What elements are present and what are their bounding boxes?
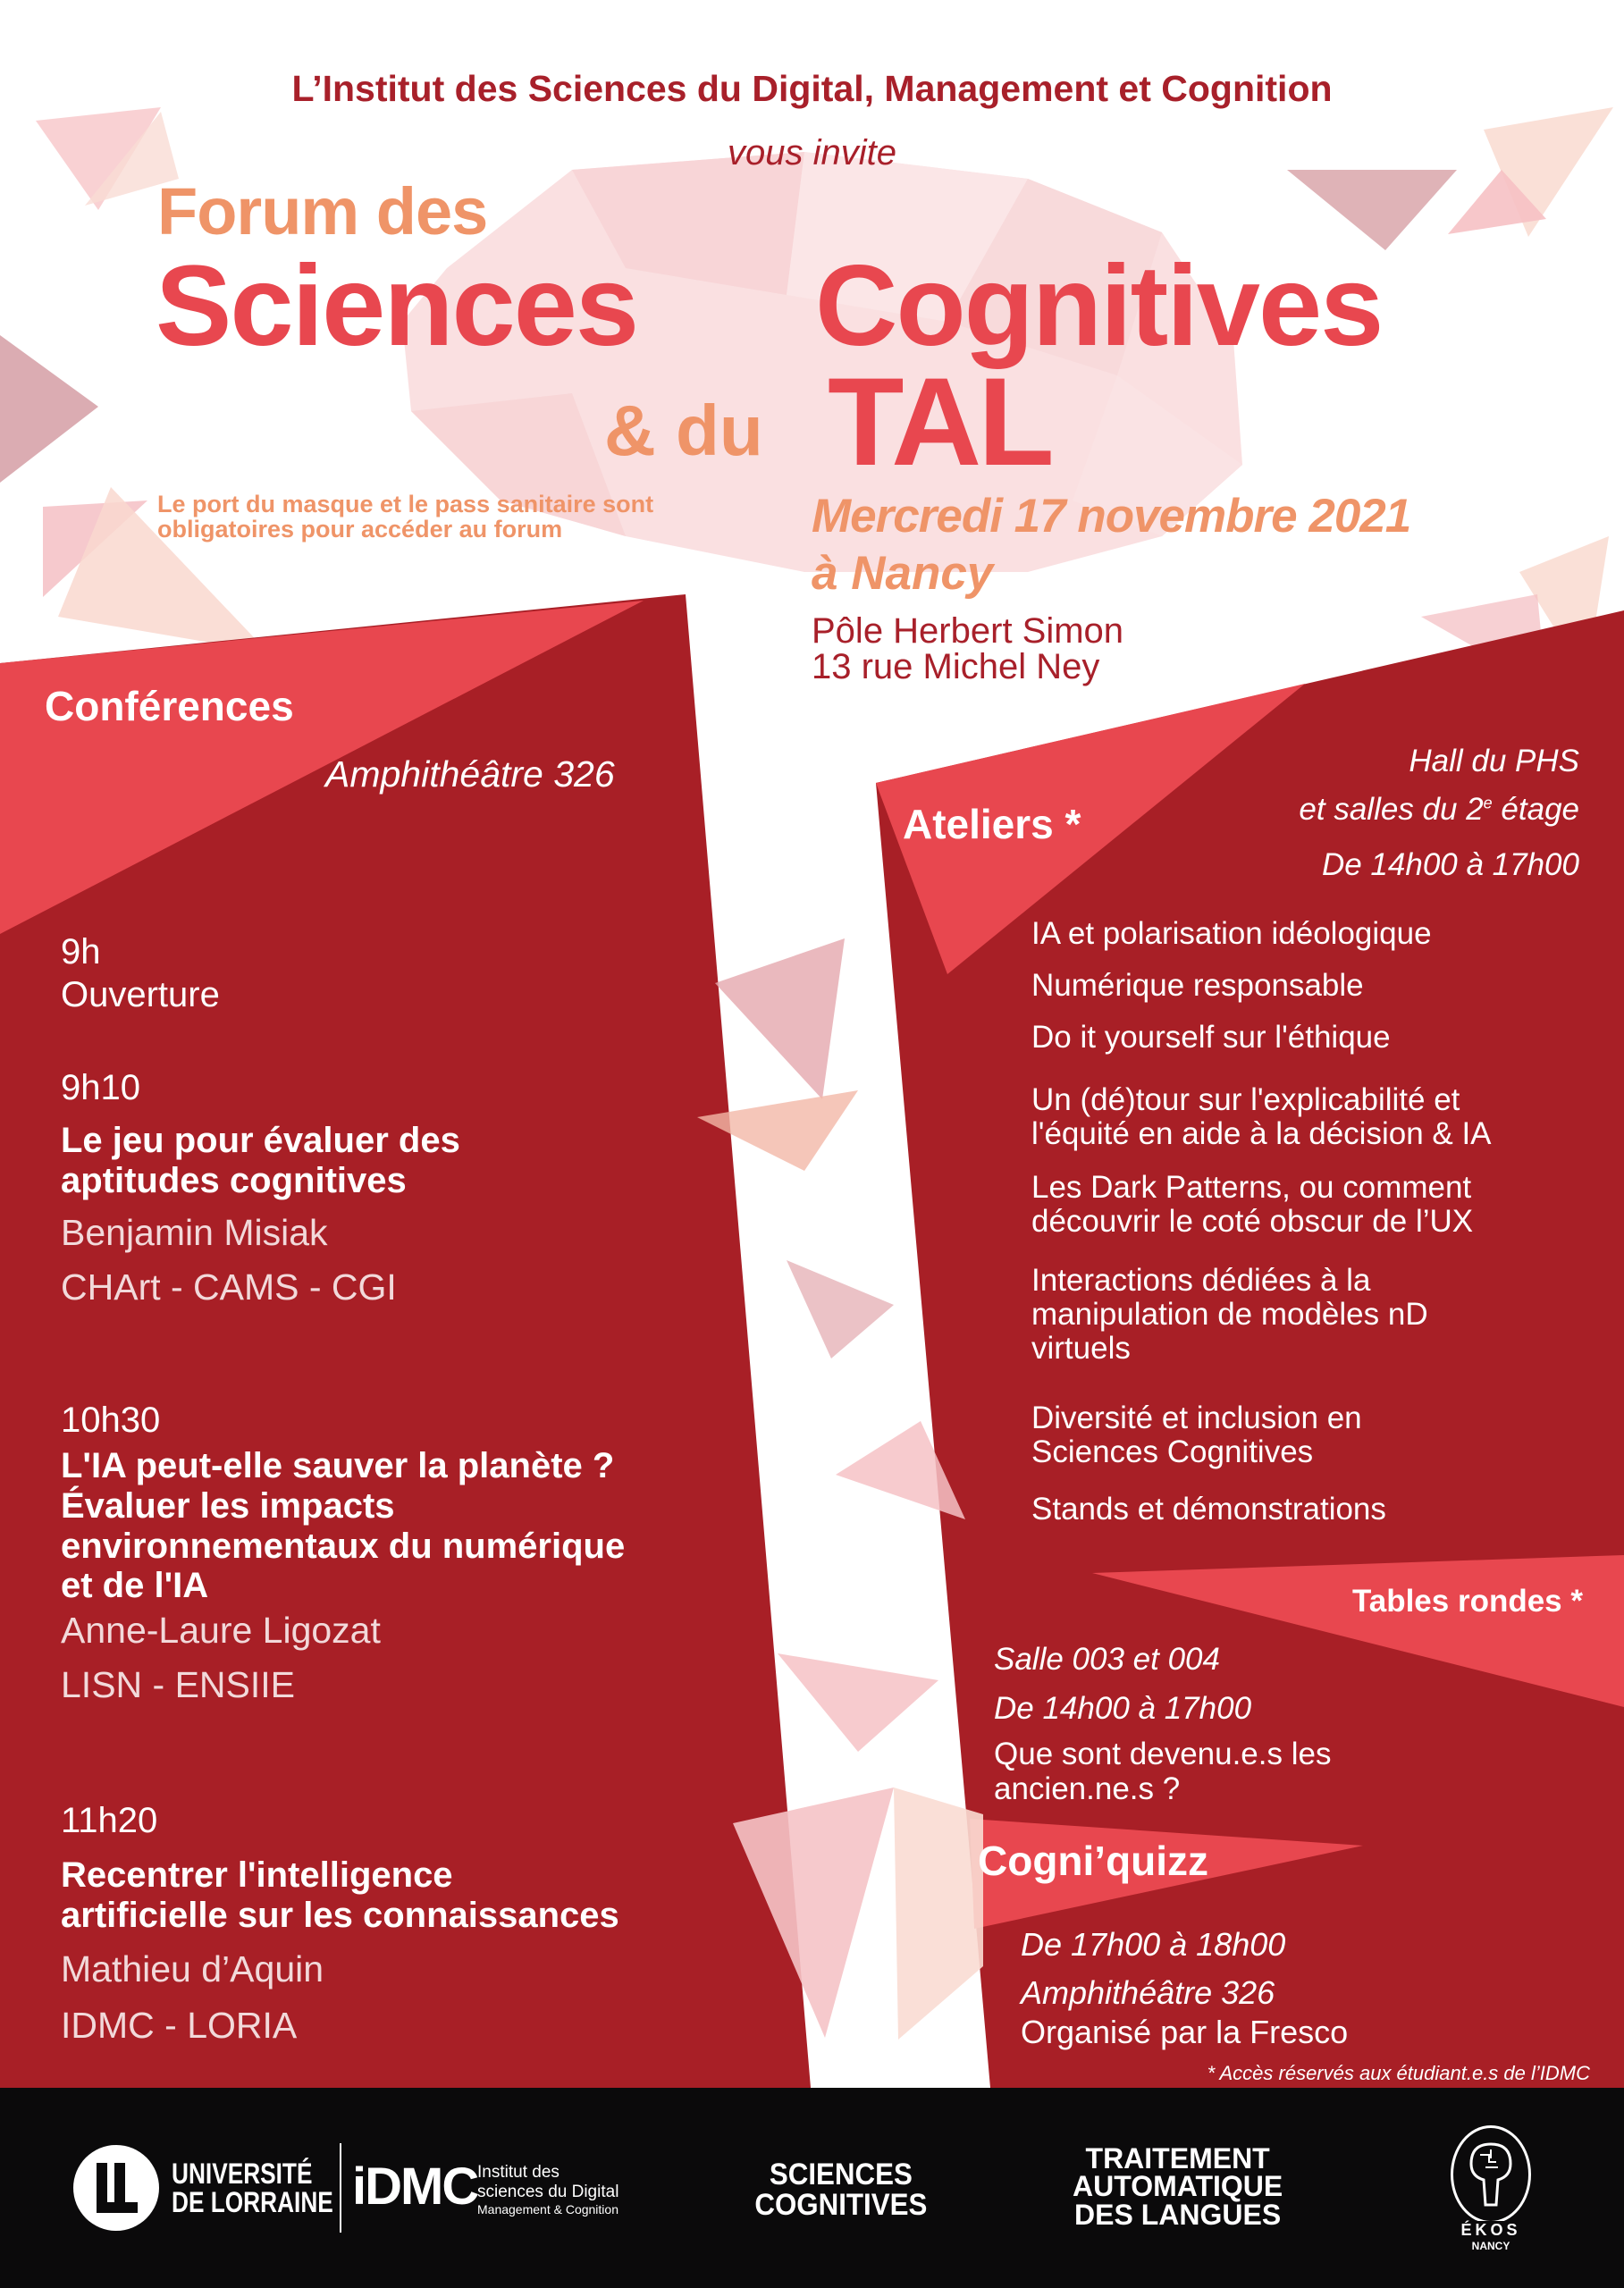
tables-rondes-heading: Tables rondes * bbox=[1351, 1584, 1583, 1619]
cogniquizz-room: Amphithéâtre 326 bbox=[1021, 1974, 1275, 2011]
universite-lorraine-wordmark: UNIVERSITÉ DE LORRAINE bbox=[172, 2158, 333, 2218]
session-affiliation: CHArt - CAMS - CGI bbox=[61, 1266, 397, 1308]
session-speaker: Anne-Laure Ligozat bbox=[61, 1610, 381, 1652]
atelier-item: Stands et démonstrations bbox=[1031, 1492, 1386, 1527]
ateliers-hours: De 14h00 à 17h00 bbox=[1321, 847, 1579, 882]
institute-name: L’Institut des Sciences du Digital, Management et Cognition bbox=[291, 68, 1333, 109]
event-date: Mercredi 17 novembre 2021 bbox=[812, 490, 1411, 543]
mask-notice: Le port du masque et le pass sanitaire sont obligatoires pour accéder au forum bbox=[157, 491, 654, 543]
title-sciences: Sciences bbox=[156, 242, 638, 370]
tables-rondes-room: Salle 003 et 004 bbox=[994, 1642, 1220, 1677]
universite-lorraine-logo-icon bbox=[73, 2145, 159, 2231]
invite-text: vous invite bbox=[728, 133, 896, 172]
cogniquizz-organizer: Organisé par la Fresco bbox=[1021, 2014, 1349, 2050]
session-title: Le jeu pour évaluer des aptitudes cognitives bbox=[61, 1121, 460, 1200]
ateliers-location-2: et salles du 2e étage bbox=[1299, 792, 1579, 827]
session-opening bbox=[61, 933, 220, 1014]
session-speaker: Benjamin Misiak bbox=[61, 1211, 328, 1253]
session-affiliation: LISN - ENSIIE bbox=[61, 1664, 296, 1706]
atelier-item: Diversité et inclusion en Sciences Cognitives bbox=[1031, 1401, 1362, 1469]
sponsor-footer bbox=[0, 2088, 1624, 2288]
session-affiliation: IDMC - LORIA bbox=[61, 2004, 298, 2046]
title-line-1: Forum des bbox=[157, 174, 488, 248]
session-1 bbox=[61, 1069, 460, 1308]
session-time: 9h bbox=[61, 932, 101, 972]
logo-divider bbox=[340, 2143, 341, 2233]
session-3 bbox=[61, 1802, 619, 2047]
cogniquizz-heading: Cogni’quizz bbox=[978, 1838, 1209, 1884]
session-title: L'IA peut-elle sauver la planète ? Évaluer les impacts environnementaux du numérique et de l'IA bbox=[61, 1446, 626, 1606]
venue-address bbox=[812, 613, 1123, 685]
session-title: Recentrer l'intelligence artificielle sur les connaissances bbox=[61, 1855, 619, 1935]
sciences-cognitives-logo: SCIENCES COGNITIVES bbox=[754, 2158, 928, 2222]
conferences-room: Amphithéâtre 326 bbox=[325, 753, 615, 795]
conferences-heading: Conférences bbox=[45, 683, 294, 729]
ateliers-heading: Ateliers * bbox=[903, 801, 1081, 847]
atelier-item: Do it yourself sur l'éthique bbox=[1031, 1020, 1391, 1055]
atelier-item: IA et polarisation idéologique bbox=[1031, 916, 1432, 951]
cogniquizz-hours: De 17h00 à 18h00 bbox=[1021, 1926, 1286, 1963]
atelier-item: Un (dé)tour sur l'explicabilité et l'équité en aide à la décision & IA bbox=[1031, 1082, 1492, 1151]
session-time: 9h10 bbox=[61, 1068, 140, 1107]
ateliers-location-1: Hall du PHS bbox=[1409, 744, 1579, 778]
atelier-item: Numérique responsable bbox=[1031, 968, 1364, 1003]
brain-tree-icon bbox=[1451, 2125, 1531, 2224]
atelier-item: Les Dark Patterns, ou comment découvrir le coté obscur de l’UX bbox=[1031, 1170, 1474, 1239]
ekos-nancy-logo: ÉKOS NANCY bbox=[1448, 2125, 1534, 2252]
atelier-item: Interactions dédiées à la manipulation de modèles nD virtuels bbox=[1031, 1263, 1428, 1366]
idmc-wordmark: Institut des sciences du Digital Management & Cognition bbox=[477, 2163, 619, 2216]
tables-rondes-hours: De 14h00 à 17h00 bbox=[994, 1691, 1252, 1726]
venue-name: Pôle Herbert Simon bbox=[812, 611, 1124, 651]
title-and-du: & du bbox=[604, 391, 763, 470]
access-footnote: * Accès réservés aux étudiant.e.s de l’IDMC bbox=[1207, 2062, 1590, 2084]
tables-rondes-topic: Que sont devenu.e.s les ancien.ne.s ? bbox=[994, 1737, 1332, 1806]
title-cognitives: Cognitives bbox=[815, 242, 1383, 370]
session-time: 11h20 bbox=[61, 1801, 158, 1840]
session-2 bbox=[61, 1401, 625, 1706]
venue-street: 13 rue Michel Ney bbox=[812, 647, 1100, 686]
tal-logo: TRAITEMENT AUTOMATIQUE DES LANGUES bbox=[1073, 2142, 1283, 2231]
session-time: 10h30 bbox=[61, 1401, 161, 1440]
session-speaker: Mathieu d’Aquin bbox=[61, 1947, 324, 1989]
title-tal: TAL bbox=[828, 351, 1051, 492]
event-city: à Nancy bbox=[812, 547, 994, 600]
session-title: Ouverture bbox=[61, 975, 220, 1014]
idmc-logo-icon: iDMC bbox=[352, 2158, 478, 2216]
